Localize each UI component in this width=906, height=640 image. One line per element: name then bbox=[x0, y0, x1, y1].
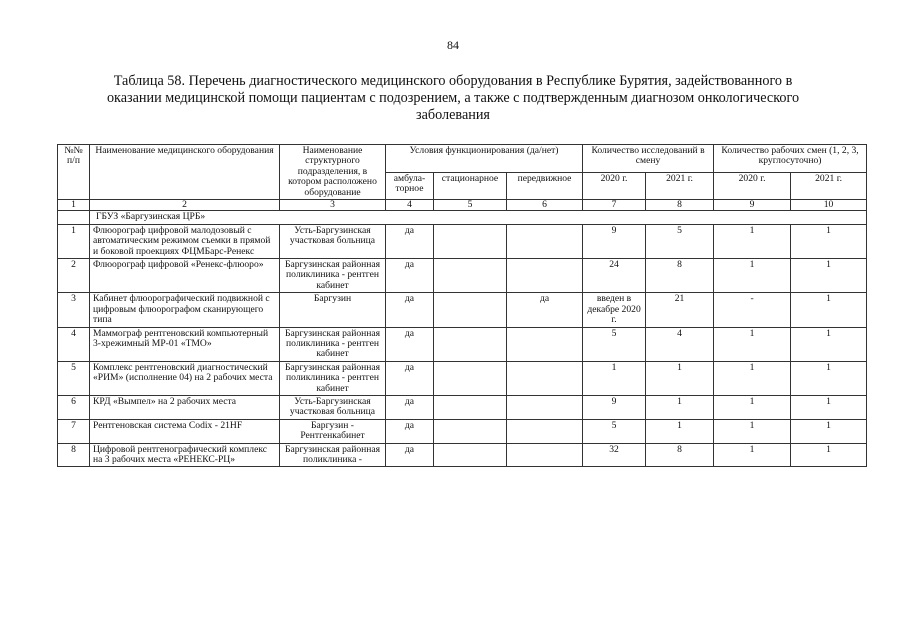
unit-name: Баргузинская районная поликлиника - рентген кабинет bbox=[280, 327, 386, 361]
equipment-name: Рентгеновская система Codix - 21HF bbox=[90, 419, 280, 443]
ambulatory-cell: да bbox=[386, 224, 434, 258]
shifts-2021-cell: 1 bbox=[791, 224, 867, 258]
column-number: 8 bbox=[646, 200, 714, 211]
equipment-name: Флюорограф цифровой малодозовый с автоматическим режимом съемки в прямой и боковой проекциях ФЦМБарс-Ренекс bbox=[90, 224, 280, 258]
unit-name: Баргузинская районная поликлиника - bbox=[280, 443, 386, 467]
row-number: 5 bbox=[58, 361, 90, 395]
count-2021-cell: 5 bbox=[646, 224, 714, 258]
mobile-cell bbox=[507, 419, 583, 443]
shifts-2020-cell: 1 bbox=[714, 224, 791, 258]
header-conditions: Условия функционирования (да/нет) bbox=[386, 145, 583, 173]
count-2021-cell: 4 bbox=[646, 327, 714, 361]
column-number: 7 bbox=[583, 200, 646, 211]
count-2021-cell: 8 bbox=[646, 259, 714, 293]
page-number: 84 bbox=[447, 38, 459, 52]
table-row bbox=[58, 259, 867, 293]
table-row bbox=[58, 224, 867, 258]
header-count-2021: 2021 г. bbox=[646, 172, 714, 200]
shifts-2021-cell: 1 bbox=[791, 419, 867, 443]
ambulatory-cell: да bbox=[386, 259, 434, 293]
mobile-cell bbox=[507, 327, 583, 361]
column-number: 10 bbox=[791, 200, 867, 211]
count-2020-cell: 5 bbox=[583, 327, 646, 361]
header-shifts-2020: 2020 г. bbox=[714, 172, 791, 200]
equipment-table bbox=[57, 144, 867, 467]
shifts-2021-cell: 1 bbox=[791, 293, 867, 327]
column-number: 1 bbox=[58, 200, 90, 211]
column-number-row bbox=[58, 200, 867, 211]
column-number: 9 bbox=[714, 200, 791, 211]
header-equipment-name: Наименование медицинского оборудования bbox=[90, 145, 280, 200]
mobile-cell: да bbox=[507, 293, 583, 327]
mobile-cell bbox=[507, 443, 583, 467]
mobile-cell bbox=[507, 259, 583, 293]
stationary-cell bbox=[434, 361, 507, 395]
unit-name: Баргузинская районная поликлиника - рентген кабинет bbox=[280, 259, 386, 293]
table-row bbox=[58, 395, 867, 419]
header-row-1 bbox=[58, 145, 867, 173]
shifts-2020-cell: 1 bbox=[714, 443, 791, 467]
table-row bbox=[58, 293, 867, 327]
row-number: 4 bbox=[58, 327, 90, 361]
header-unit: Наименование структурного подразделения, в котором расположено оборудование bbox=[280, 145, 386, 200]
header-num: №№ п/п bbox=[58, 145, 90, 200]
unit-name: Усть-Баргузинская участковая больница bbox=[280, 395, 386, 419]
stationary-cell bbox=[434, 327, 507, 361]
shifts-2021-cell: 1 bbox=[791, 361, 867, 395]
ambulatory-cell: да bbox=[386, 361, 434, 395]
table-row bbox=[58, 419, 867, 443]
row-number: 3 bbox=[58, 293, 90, 327]
equipment-name: Кабинет флюорографический подвижной с цифровым флюорографом сканирующего типа bbox=[90, 293, 280, 327]
table-row bbox=[58, 443, 867, 467]
column-number: 5 bbox=[434, 200, 507, 211]
ambulatory-cell: да bbox=[386, 293, 434, 327]
shifts-2020-cell: 1 bbox=[714, 395, 791, 419]
column-number: 2 bbox=[90, 200, 280, 211]
count-2020-cell: 24 bbox=[583, 259, 646, 293]
count-2020-cell: 32 bbox=[583, 443, 646, 467]
header-ambulatory: амбула-торное bbox=[386, 172, 434, 200]
table-title: Таблица 58. Перечень диагностического медицинского оборудования в Республике Бурятия, задействованного в оказании медицинской помощи пациентам с подозрением, а также с подтвержденным диагнозом онкологического заболевания bbox=[106, 73, 800, 123]
equipment-name: Цифровой рентгенографический комплекс на 3 рабочих места «РЕНЕКС-РЦ» bbox=[90, 443, 280, 467]
shifts-2021-cell: 1 bbox=[791, 443, 867, 467]
ambulatory-cell: да bbox=[386, 395, 434, 419]
header-count-2020: 2020 г. bbox=[583, 172, 646, 200]
header-stationary: стационарное bbox=[434, 172, 507, 200]
stationary-cell bbox=[434, 224, 507, 258]
table-row bbox=[58, 361, 867, 395]
header-shifts: Количество рабочих смен (1, 2, 3, круглосуточно) bbox=[714, 145, 867, 173]
column-number: 4 bbox=[386, 200, 434, 211]
shifts-2021-cell: 1 bbox=[791, 259, 867, 293]
count-2021-cell: 1 bbox=[646, 361, 714, 395]
stationary-cell bbox=[434, 293, 507, 327]
equipment-name: Комплекс рентгеновский диагностический «РИМ» (исполнение 04) на 2 рабочих места bbox=[90, 361, 280, 395]
table-row bbox=[58, 327, 867, 361]
row-number: 8 bbox=[58, 443, 90, 467]
shifts-2021-cell: 1 bbox=[791, 327, 867, 361]
row-number: 6 bbox=[58, 395, 90, 419]
count-2021-cell: 1 bbox=[646, 419, 714, 443]
unit-name: Баргузин - Рентгенкабинет bbox=[280, 419, 386, 443]
row-number: 1 bbox=[58, 224, 90, 258]
count-2021-cell: 21 bbox=[646, 293, 714, 327]
count-2021-cell: 8 bbox=[646, 443, 714, 467]
mobile-cell bbox=[507, 361, 583, 395]
unit-name: Баргузинская районная поликлиника - рентген кабинет bbox=[280, 361, 386, 395]
stationary-cell bbox=[434, 443, 507, 467]
stationary-cell bbox=[434, 395, 507, 419]
shifts-2021-cell: 1 bbox=[791, 395, 867, 419]
count-2020-cell: 1 bbox=[583, 361, 646, 395]
count-2020-cell: 5 bbox=[583, 419, 646, 443]
mobile-cell bbox=[507, 224, 583, 258]
unit-name: Усть-Баргузинская участковая больница bbox=[280, 224, 386, 258]
ambulatory-cell: да bbox=[386, 327, 434, 361]
header-exam-count: Количество исследований в смену bbox=[583, 145, 714, 173]
equipment-name: КРД «Вымпел» на 2 рабочих места bbox=[90, 395, 280, 419]
count-2021-cell: 1 bbox=[646, 395, 714, 419]
shifts-2020-cell: - bbox=[714, 293, 791, 327]
ambulatory-cell: да bbox=[386, 419, 434, 443]
shifts-2020-cell: 1 bbox=[714, 327, 791, 361]
header-shifts-2021: 2021 г. bbox=[791, 172, 867, 200]
count-2020-cell: введен в декабре 2020 г. bbox=[583, 293, 646, 327]
stationary-cell bbox=[434, 259, 507, 293]
ambulatory-cell: да bbox=[386, 443, 434, 467]
column-number: 3 bbox=[280, 200, 386, 211]
table-body bbox=[58, 224, 867, 467]
equipment-name: Флюорограф цифровой «Ренекс-флюоро» bbox=[90, 259, 280, 293]
column-number: 6 bbox=[507, 200, 583, 211]
header-mobile: передвижное bbox=[507, 172, 583, 200]
row-number: 7 bbox=[58, 419, 90, 443]
shifts-2020-cell: 1 bbox=[714, 259, 791, 293]
unit-name: Баргузин bbox=[280, 293, 386, 327]
mobile-cell bbox=[507, 395, 583, 419]
row-number: 2 bbox=[58, 259, 90, 293]
organization-name: ГБУЗ «Баргузинская ЦРБ» bbox=[90, 211, 867, 224]
equipment-name: Маммограф рентгеновский компьютерный 3-хрежимный МР-01 «ТМО» bbox=[90, 327, 280, 361]
shifts-2020-cell: 1 bbox=[714, 419, 791, 443]
count-2020-cell: 9 bbox=[583, 395, 646, 419]
shifts-2020-cell: 1 bbox=[714, 361, 791, 395]
organization-row bbox=[58, 211, 867, 224]
stationary-cell bbox=[434, 419, 507, 443]
count-2020-cell: 9 bbox=[583, 224, 646, 258]
